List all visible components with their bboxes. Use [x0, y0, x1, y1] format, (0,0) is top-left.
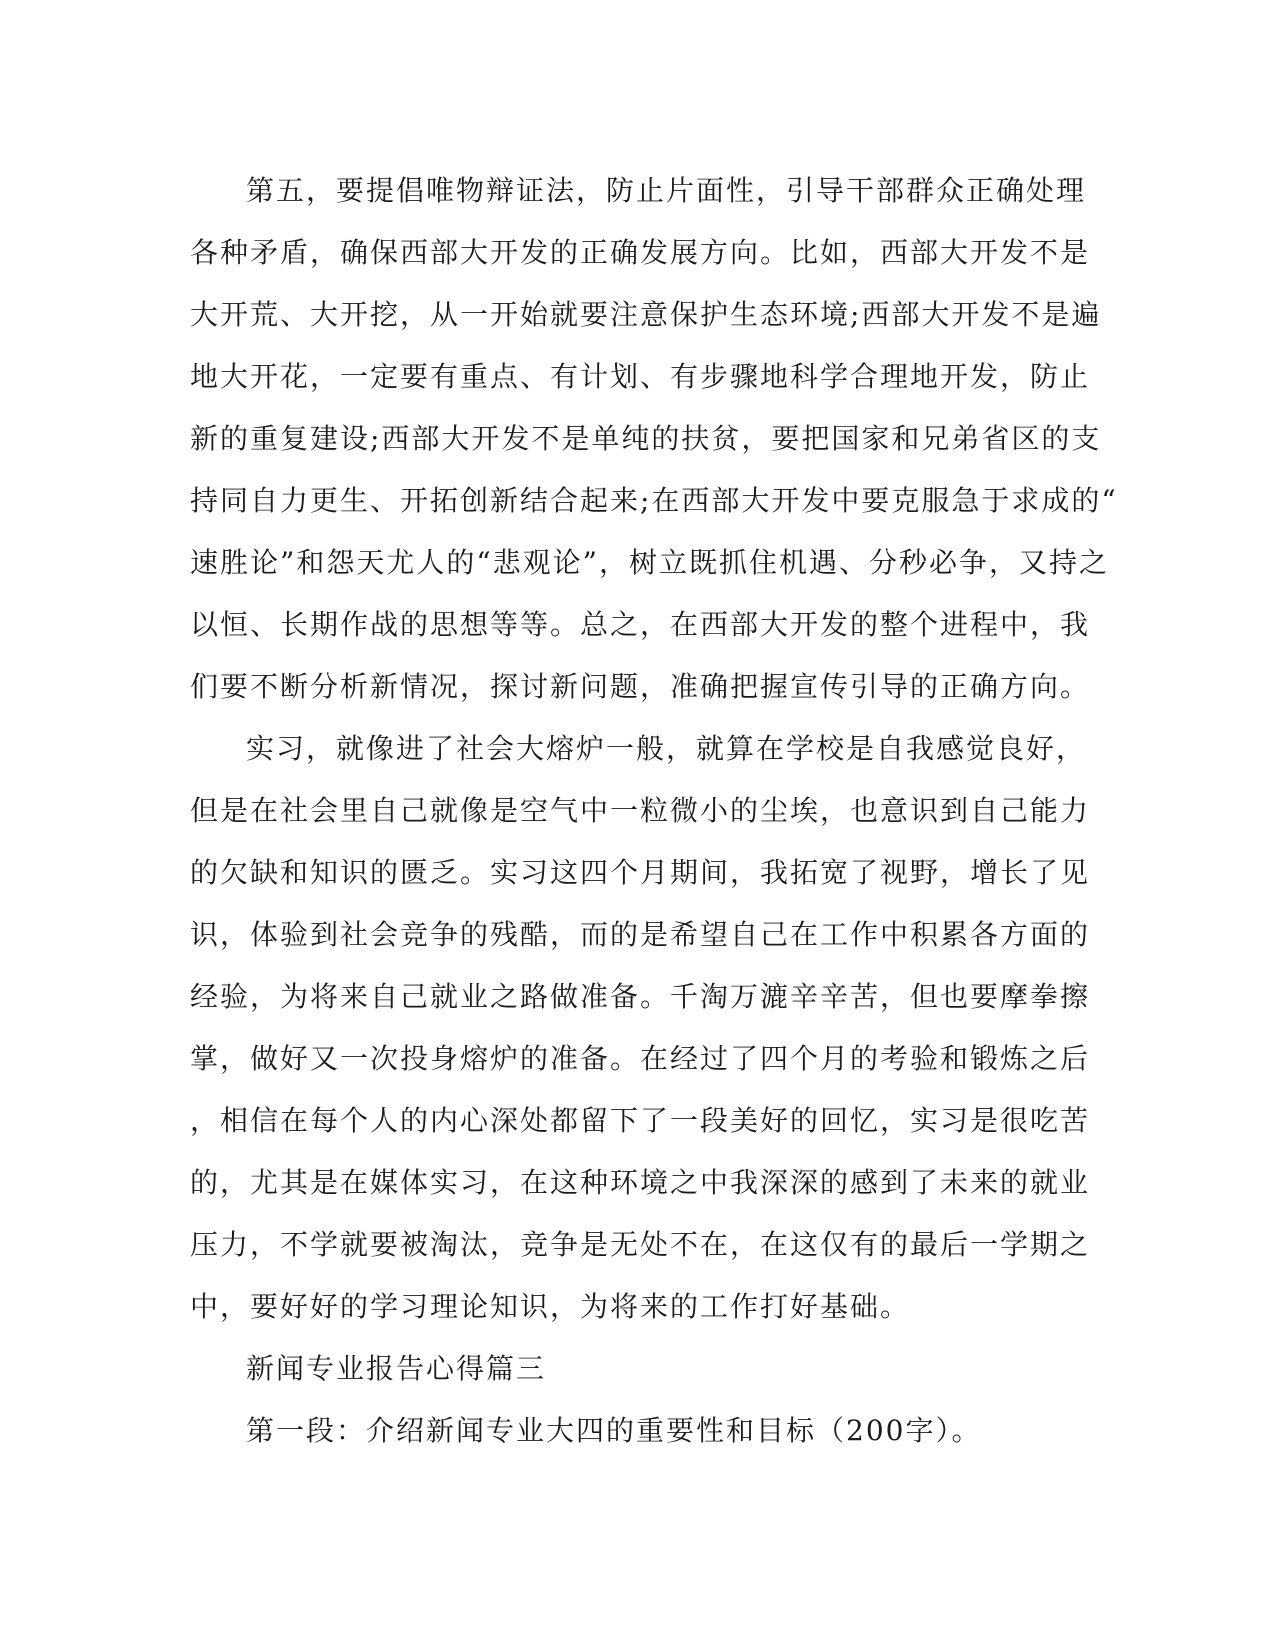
text-line: 地大开花，一定要有重点、有计划、有步骤地科学合理地开发，防止 — [190, 360, 1091, 393]
text-line: 掌，做好又一次投身熔炉的准备。在经过了四个月的考验和锻炼之后 — [190, 1042, 1091, 1075]
text-line: 压力，不学就要被淘汰，竞争是无处不在，在这仅有的最后一学期之 — [190, 1228, 1091, 1261]
text-line: 持同自力更生、开拓创新结合起来;在西部大开发中要克服急于求成的“ — [190, 484, 1118, 517]
text-line: 大开荒、大开挖，从一开始就要注意保护生态环境;西部大开发不是遍 — [190, 298, 1102, 331]
text-line: 实习，就像进了社会大熔炉一般，就算在学校是自我感觉良好， — [246, 732, 1087, 765]
paragraph-2 — [190, 718, 1091, 1338]
text-line: 中，要好好的学习理论知识，为将来的工作打好基础。 — [190, 1290, 911, 1323]
text-line: 的，尤其是在媒体实习，在这种环境之中我深深的感到了未来的就业 — [190, 1166, 1091, 1199]
text-line: 速胜论”和怨天尤人的“悲观论”，树立既抓住机遇、分秒必争，又持之 — [190, 546, 1109, 579]
text-line: 第五，要提倡唯物辩证法，防止片面性，引导干部群众正确处理 — [246, 174, 1087, 207]
document-body — [190, 160, 1118, 1462]
section-first-line: 第一段：介绍新闻专业大四的重要性和目标（200字）。 — [246, 1414, 982, 1447]
text-line: 新的重复建设;西部大开发不是单纯的扶贫，要把国家和兄弟省区的支 — [190, 422, 1102, 455]
text-line: 的欠缺和知识的匮乏。实习这四个月期间，我拓宽了视野，增长了见 — [190, 856, 1091, 889]
text-line: 经验，为将来自己就业之路做准备。千淘万漉辛辛苦，但也要摩拳擦 — [190, 980, 1091, 1013]
text-line: ，相信在每个人的内心深处都留下了一段美好的回忆，实习是很吃苦 — [190, 1104, 1091, 1137]
paragraph-1 — [190, 160, 1118, 718]
text-line: 但是在社会里自己就像是空气中一粒微小的尘埃，也意识到自己能力 — [190, 794, 1091, 827]
text-line: 识，体验到社会竞争的残酷，而的是希望自己在工作中积累各方面的 — [190, 918, 1091, 951]
text-line: 各种矛盾，确保西部大开发的正确发展方向。比如，西部大开发不是 — [190, 236, 1091, 269]
section-title: 新闻专业报告心得篇三 — [246, 1352, 547, 1385]
text-line: 以恒、长期作战的思想等等。总之，在西部大开发的整个进程中，我 — [190, 608, 1091, 641]
text-line: 们要不断分析新情况，探讨新问题，准确把握宣传引导的正确方向。 — [190, 670, 1091, 703]
